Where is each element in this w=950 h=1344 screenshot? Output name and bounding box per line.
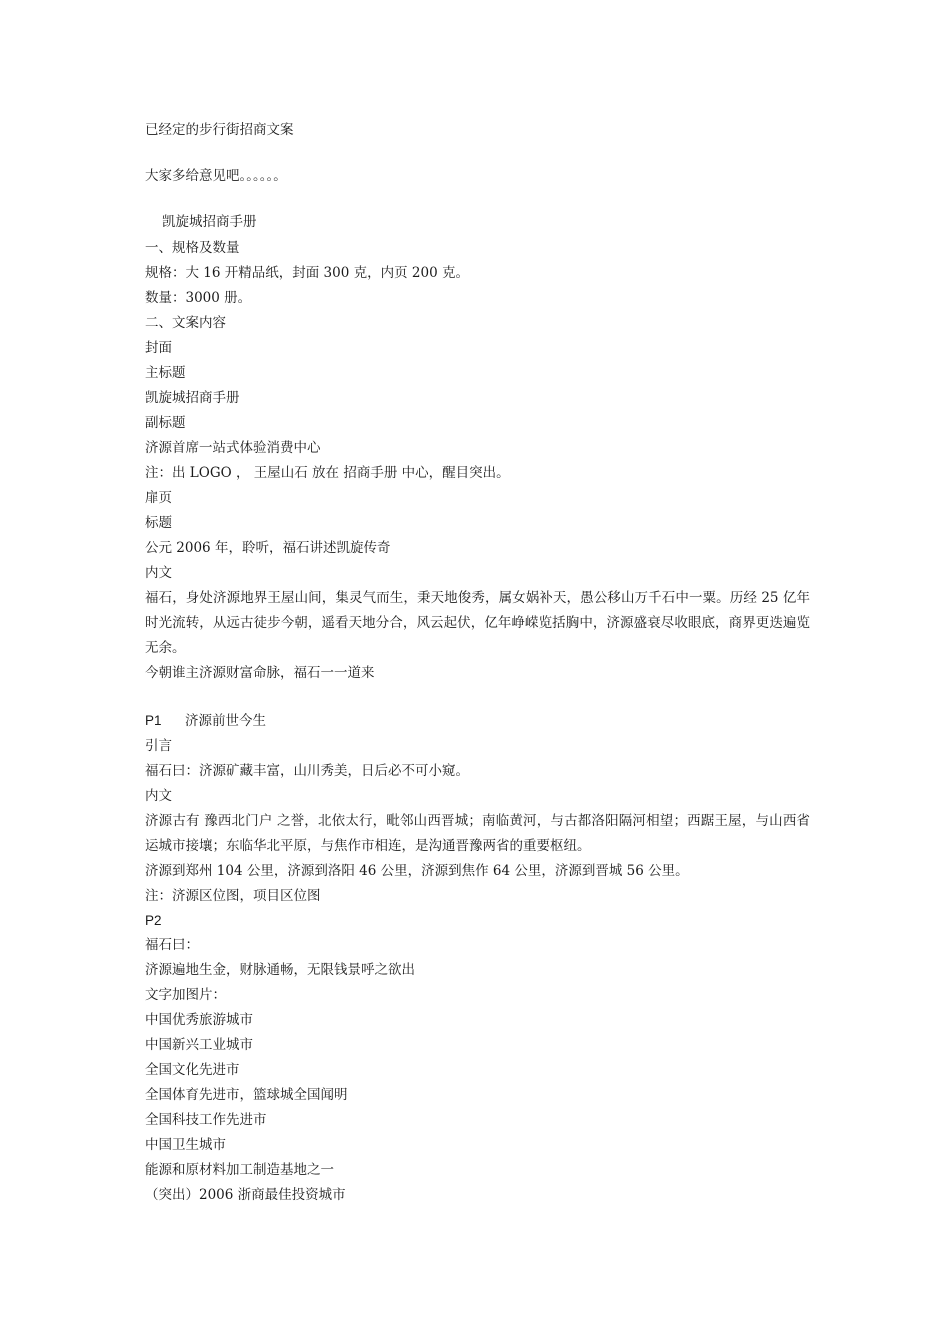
p2-speaker: 福石曰： <box>145 937 199 953</box>
flyleaf-label: 扉页 <box>145 490 172 506</box>
flyleaf-title-label: 标题 <box>145 515 172 531</box>
list-item: 中国新兴工业城市 <box>145 1037 253 1053</box>
p2-caption: 文字加图片： <box>145 987 226 1003</box>
spec-line: 规格：大 16 开精品纸，封面 300 克，内页 200 克。 <box>145 265 469 281</box>
quantity-line: 数量：3000 册。 <box>145 290 252 306</box>
flyleaf-body: 福石，身处济源地界王屋山间，集灵气而生，秉天地俊秀，属女娲补天，愚公移山万千石中一粟。历经 25 亿年时光流转，从远古徒步今朝，遥看天地分合，风云起伏，亿年峥嵘览括胸中，济源盛衰尽收眼底，商界更迭遍览无余。 <box>145 590 810 656</box>
manual-name: 凯旋城招商手册 <box>162 214 257 230</box>
p2-label: P2 <box>145 913 162 928</box>
p1-intro: 福石曰：济源矿藏丰富，山川秀美，日后必不可小窥。 <box>145 763 469 779</box>
main-title: 凯旋城招商手册 <box>145 390 240 406</box>
flyleaf-title: 公元 2006 年，聆听，福石讲述凯旋传奇 <box>145 540 391 556</box>
p1-heading <box>145 708 810 734</box>
document-title: 已经定的步行街招商文案 <box>145 122 294 138</box>
list-item: 全国文化先进市 <box>145 1062 240 1078</box>
list-item: （突出）2006 浙商最佳投资城市 <box>145 1187 346 1203</box>
section-heading-spec: 一、规格及数量 <box>145 240 240 256</box>
p2-quote: 济源遍地生金，财脉通畅，无限钱景呼之欲出 <box>145 962 415 978</box>
p1-body: 济源古有 豫西北门户 之誉，北依太行，毗邻山西晋城；南临黄河，与古都洛阳隔河相望；西踞王屋，与山西省运城市接壤；东临华北平原，与焦作市相连，是沟通晋豫两省的重要枢纽。 <box>145 813 810 854</box>
p1-note: 注：济源区位图，项目区位图 <box>145 888 321 904</box>
flyleaf-body-label: 内文 <box>145 565 172 581</box>
document-subtitle: 大家多给意见吧。。。。。。 <box>145 168 287 184</box>
list-item: 中国优秀旅游城市 <box>145 1012 253 1028</box>
list-item: 中国卫生城市 <box>145 1137 226 1153</box>
p1-label: P1 <box>145 713 162 728</box>
sub-title: 济源首席一站式体验消费中心 <box>145 440 321 456</box>
p1-intro-label: 引言 <box>145 738 172 754</box>
list-item: 全国科技工作先进市 <box>145 1112 267 1128</box>
sub-title-label: 副标题 <box>145 415 186 431</box>
cover-note: 注：出 LOGO ， 王屋山石 放在 招商手册 中心，醒目突出。 <box>145 465 510 481</box>
flyleaf-closing: 今朝谁主济源财富命脉，福石一一道来 <box>145 665 375 681</box>
section-heading-copy: 二、文案内容 <box>145 315 226 331</box>
p1-distances: 济源到郑州 104 公里，济源到洛阳 46 公里，济源到焦作 64 公里，济源到晋城 56 公里。 <box>145 863 689 879</box>
cover-label: 封面 <box>145 340 172 356</box>
main-title-label: 主标题 <box>145 365 186 381</box>
list-item: 能源和原材料加工制造基地之一 <box>145 1162 334 1178</box>
p1-body-label: 内文 <box>145 788 172 804</box>
p1-title: 济源前世今生 <box>185 713 266 729</box>
list-item: 全国体育先进市，篮球城全国闻明 <box>145 1087 348 1103</box>
